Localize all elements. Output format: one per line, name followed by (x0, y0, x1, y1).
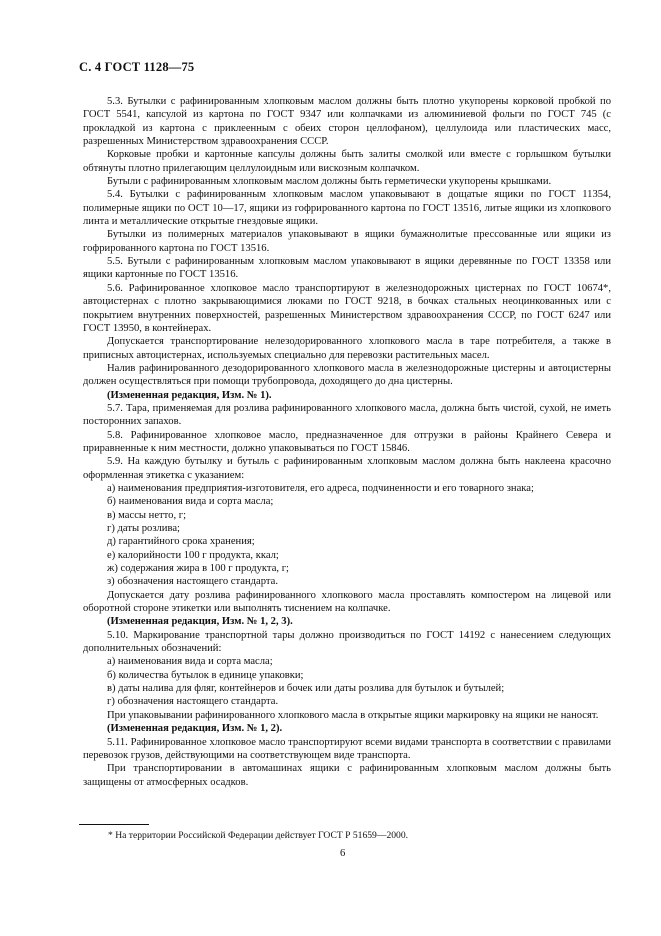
footnote: * На территории Российской Федерации действует ГОСТ Р 51659—2000. (108, 830, 409, 841)
page-header: С. 4 ГОСТ 1128—75 (79, 60, 195, 74)
paragraph: Бутылки из полимерных материалов упаковывают в ящики бумажнолитые прессованные или ящики из гофрированного картона по ГОСТ 13516. (83, 229, 611, 254)
paragraph: 5.4. Бутылки с рафинированным хлопковым маслом упаковывают в дощатые ящики по ГОСТ 11354, полимерные ящики по ОСТ 10—17, ящики из гофрированного картона по ГОСТ 13516, литые ящики из хлопкового линта и металлические открытые гнездовые ящики. (83, 189, 611, 228)
paragraph: При упаковывании рафинированного хлопкового масла в открытые ящики маркировку на ящики не наносят. (107, 709, 599, 721)
paragraph: Допускается дату розлива рафинированного хлопкового масла проставлять компостером на лицевой или оборотной стороне этикетки или выполнять тиснением на колпачке. (83, 589, 611, 615)
document-body (83, 95, 611, 789)
paragraph: 5.6. Рафинированное хлопковое масло транспортируют в железнодорожных цистернах по ГОСТ 10674*, автоцистернах с плотно закрывающимися люками по ГОСТ 9218, в бочках стальных неоцинкованных или с покрытием внутренних поверхностей, разрешенных Министерством здравоохранения СССР, по ГОСТ 6247 или ГОСТ 13950, в контейнерах. (83, 282, 611, 334)
paragraph: з) обозначения настоящего стандарта. (107, 576, 278, 588)
paragraph: Допускается транспортирование нелезодорированного хлопкового масла в таре потребителя, а также в приписных автоцистернах, используемых специально для перевозки растительных масел. (83, 336, 611, 361)
paragraph: б) наименования вида и сорта масла; (107, 496, 274, 508)
paragraph: Корковые пробки и картонные капсулы должны быть залиты смолкой или вместе с горлышком бутылки обтянуты плотно прилегающим целлулоидным или вискозным колпачком. (83, 149, 611, 174)
paragraph: 5.7. Тара, применяемая для розлива рафинированного хлопкового масла, должна быть чистой, сухой, не иметь посторонних запахов. (83, 402, 611, 428)
paragraph: б) количества бутылок в единице упаковки; (107, 669, 304, 681)
paragraph: 5.5. Бутыли с рафинированным хлопковым маслом упаковывают в ящики деревянные по ГОСТ 13358 или ящики картонные по ГОСТ 13516. (83, 256, 611, 281)
paragraph: ж) содержания жира в 100 г продукта, г; (107, 563, 289, 575)
paragraph: г) даты розлива; (107, 523, 180, 534)
paragraph: в) массы нетто, г; (107, 509, 187, 521)
paragraph: 5.3. Бутылки с рафинированным хлопковым маслом должны быть плотно укупорены корковой пробкой по ГОСТ 5541, капсулой из картона по ГОСТ 9347 или колпачками из алюминиевой фольги по ГОСТ 745 (с прокладкой из картона с приклеенным с обеих сторон целлофаном), целлулоида или пластических масс, разрешенных Министерством здравоохранения СССР. (83, 96, 611, 148)
paragraph: д) гарантийного срока хранения; (107, 536, 255, 548)
amendment-note: (Измененная редакция, Изм. № 1). (107, 389, 272, 401)
paragraph: г) обозначения настоящего стандарта. (107, 696, 279, 708)
paragraph: 5.10. Маркирование транспортной тары должно производиться по ГОСТ 14192 с нанесением следующих дополнительных обозначений: (83, 629, 611, 655)
paragraph: а) наименования предприятия-изготовителя, его адреса, подчиненности и его товарного знака; (107, 482, 534, 494)
paragraph: Бутыли с рафинированным хлопковым маслом должны быть герметически укупорены крышками. (107, 176, 552, 188)
paragraph: в) даты налива для фляг, контейнеров и бочек или даты розлива для бутылок и бутылей; (107, 683, 505, 695)
paragraph: 5.9. На каждую бутылку и бутыль с рафинированным хлопковым маслом должна быть наклеена красочно оформленная этикетка с указанием: (83, 456, 611, 481)
paragraph: а) наименования вида и сорта масла; (107, 656, 273, 668)
paragraph: 5.8. Рафинированное хлопковое масло, предназначенное для отгрузки в районы Крайнего Севера и приравненные к ним местности, должно упаковываться по ГОСТ 15846. (83, 429, 611, 454)
paragraph: При транспортировании в автомашинах ящики с рафинированным хлопковым маслом должны быть защищены от атмосферных осадков. (83, 763, 611, 788)
footnote-divider (79, 824, 149, 825)
paragraph: Налив рафинированного дезодорированного хлопкового масла в железнодорожные цистерны и автоцистерны должен осуществляться при помощи трубопровода, доходящего до дна цистерны. (83, 362, 611, 388)
page-number: 6 (340, 848, 346, 859)
amendment-note: (Измененная редакция, Изм. № 1, 2). (107, 723, 283, 735)
paragraph: е) калорийности 100 г продукта, ккал; (107, 549, 279, 561)
paragraph: 5.11. Рафинированное хлопковое масло транспортируют всеми видами транспорта в соответствии с правилами перевозок грузов, действующими на соответствующем виде транспорта. (83, 736, 611, 761)
amendment-note: (Измененная редакция, Изм. № 1, 2, 3). (107, 616, 293, 628)
